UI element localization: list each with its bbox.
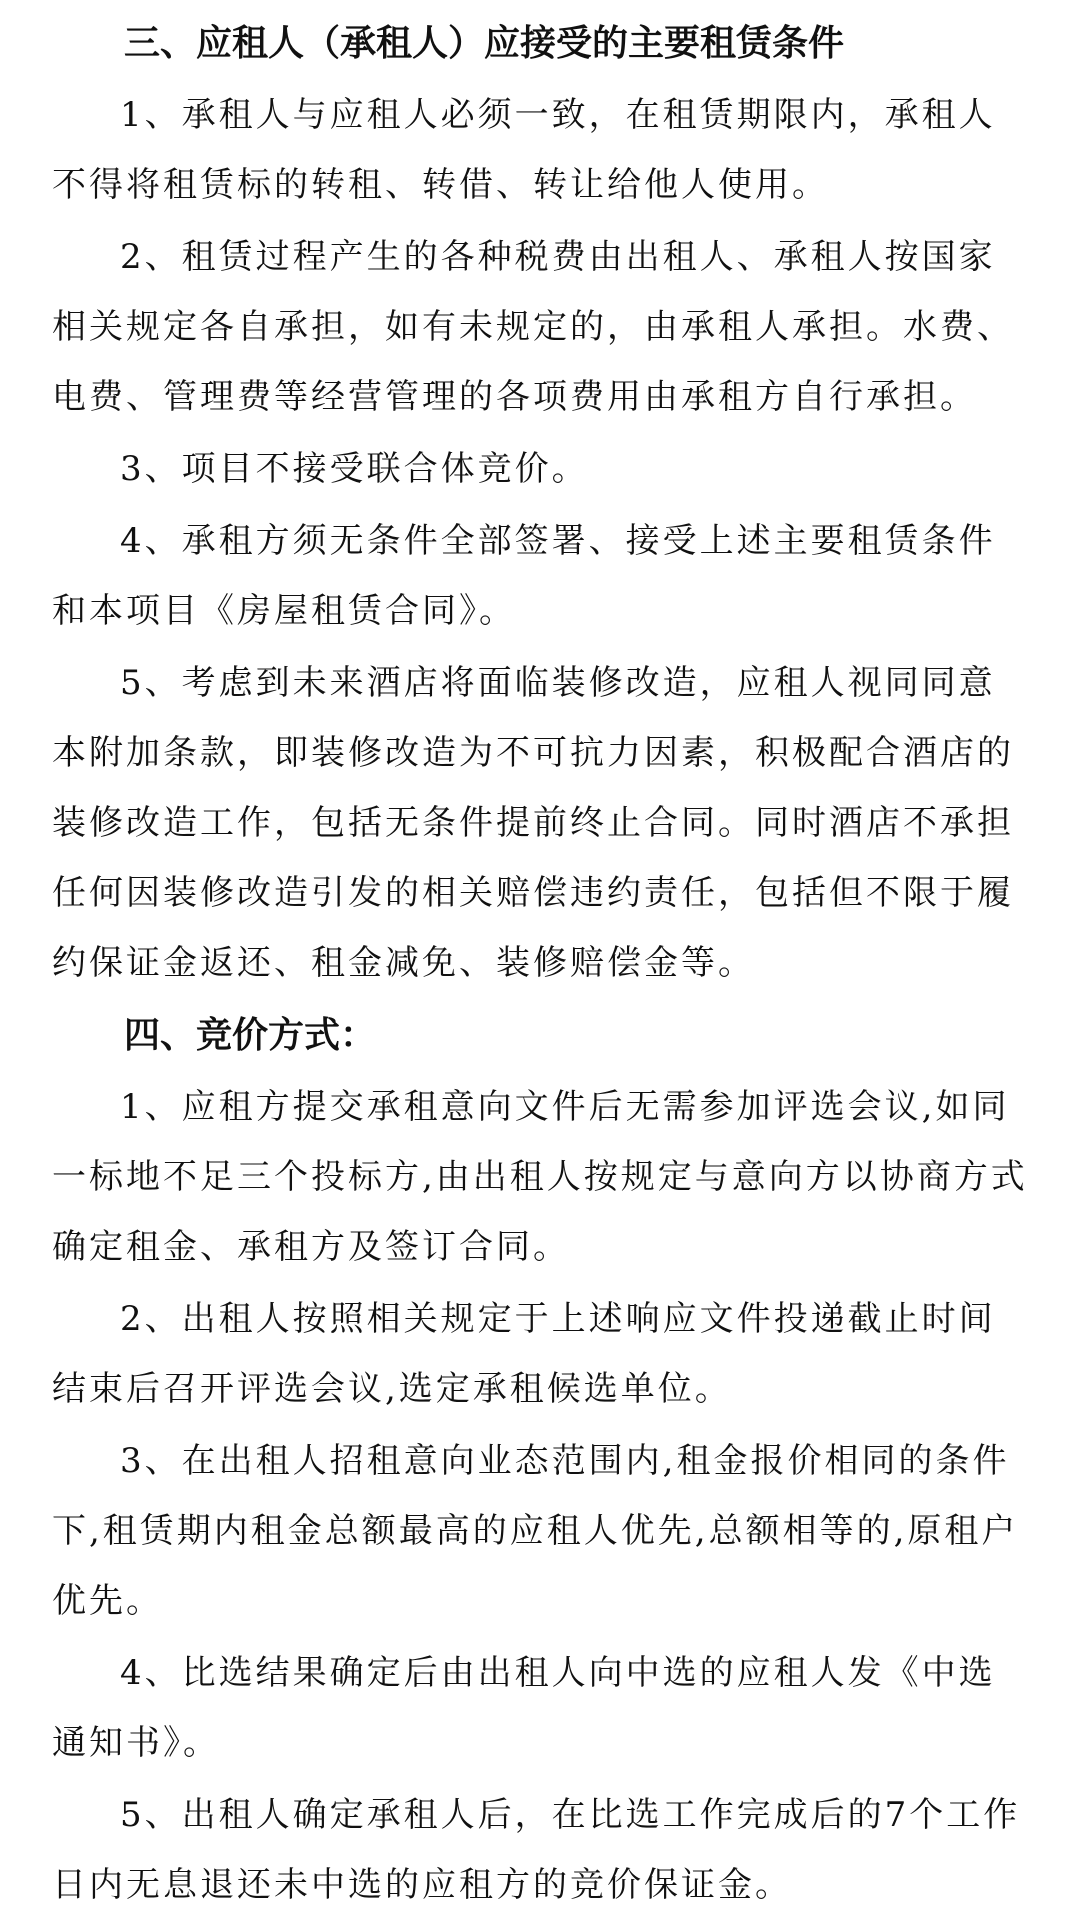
section-3-item-2 [52,222,1028,432]
section-4-heading: 四、竞价方式： [124,1015,377,1056]
section-4-item-1 [52,1072,1028,1282]
paragraph-text: 4、比选结果确定后由出租人向中选的应租人发《中选通知书》。 [52,1653,996,1763]
section-3-item-5 [52,648,1028,998]
paragraph-text: 1、承租人与应租人必须一致，在租赁期限内，承租人不得将租赁标的转租、转借、转让给他人使用。 [52,95,996,205]
section-4-item-5 [52,1780,1028,1920]
section-4-item-3 [52,1426,1028,1636]
paragraph-text: 5、考虑到未来酒店将面临装修改造，应租人视同同意本附加条款，即装修改造为不可抗力因素，积极配合酒店的装修改造工作，包括无条件提前终止合同。同时酒店不承担任何因装修改造引发的相关赔偿违约责任，包括但不限于履约保证金返还、租金减免、装修赔偿金等。 [52,663,1014,983]
paragraph-text: 3、项目不接受联合体竞价。 [120,449,589,489]
section-4-item-2 [52,1284,1028,1424]
section-3-item-1 [52,80,1028,220]
paragraph-text: 2、出租人按照相关规定于上述响应文件投递截止时间结束后召开评选会议,选定承租候选单位。 [52,1299,996,1409]
paragraph-text: 2、租赁过程产生的各种税费由出租人、承租人按国家相关规定各自承担，如有未规定的，由承租人承担。水费、电费、管理费等经营管理的各项费用由承租方自行承担。 [52,237,1014,417]
paragraph-text: 5、出租人确定承租人后，在比选工作完成后的7个工作日内无息退还未中选的应租方的竞价保证金。 [52,1795,1021,1905]
section-4-item-4 [52,1638,1028,1778]
paragraph-text: 3、在出租人招租意向业态范围内,租金报价相同的条件下,租赁期内租金总额最高的应租人优先,总额相等的,原租户优先。 [52,1441,1019,1621]
paragraph-text: 4、承租方须无条件全部签署、接受上述主要租赁条件和本项目《房屋租赁合同》。 [52,521,996,631]
section-3-item-4 [52,506,1028,646]
section-3-item-3 [52,434,1028,504]
paragraph-text: 1、应租方提交承租意向文件后无需参加评选会议,如同一标地不足三个投标方,由出租人按规定与意向方以协商方式确定租金、承租方及签订合同。 [52,1087,1028,1267]
section-3-heading: 三、应租人（承租人）应接受的主要租赁条件 [124,23,845,64]
